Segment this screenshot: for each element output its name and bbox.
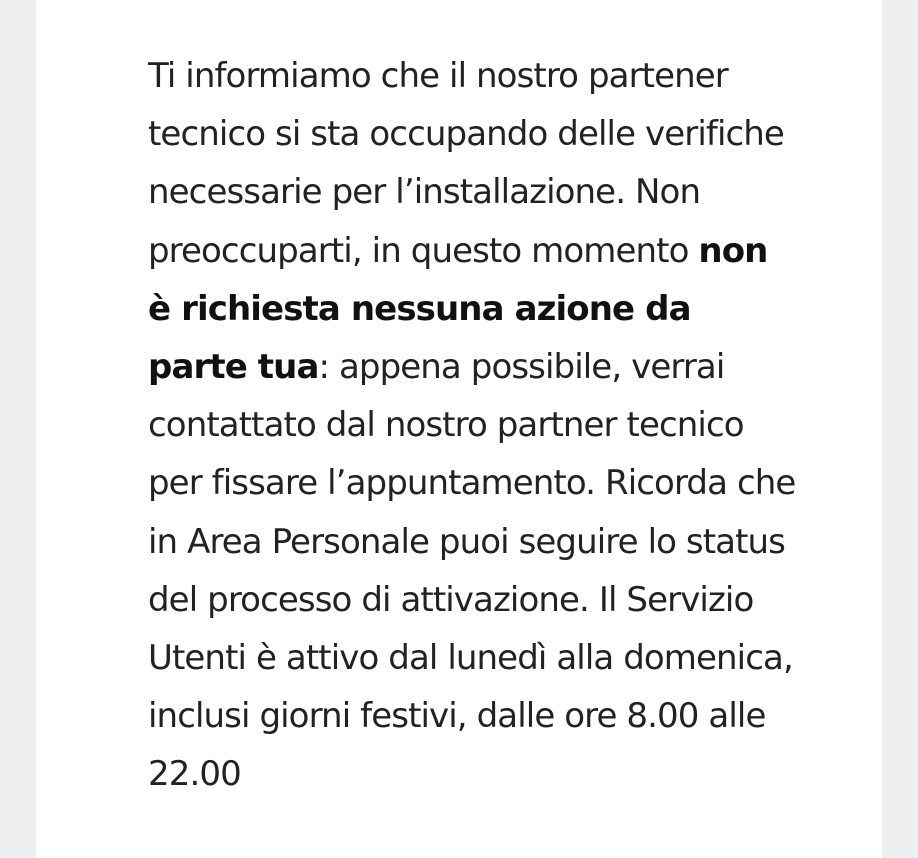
message-text-intro: Ti informiamo che il nostro partener tecnico si sta occupando delle verifiche necessarie per l’installazione. Non preoccuparti, in questo momento xyxy=(148,56,784,271)
message-text-details: : appena possibile, verrai contattato dal nostro partner tecnico per fissare l’appuntamento. Ricorda che in Area Personale puoi seguire lo status del processo di attivazione. Il Servizio Utenti è attivo dal lunedì alla domenica, inclusi giorni festivi, dalle ore 8.00 alle 22.00 xyxy=(148,347,796,795)
message-highlight: non è richiesta nessuna azione da parte tua xyxy=(148,230,768,388)
info-message xyxy=(148,47,798,804)
